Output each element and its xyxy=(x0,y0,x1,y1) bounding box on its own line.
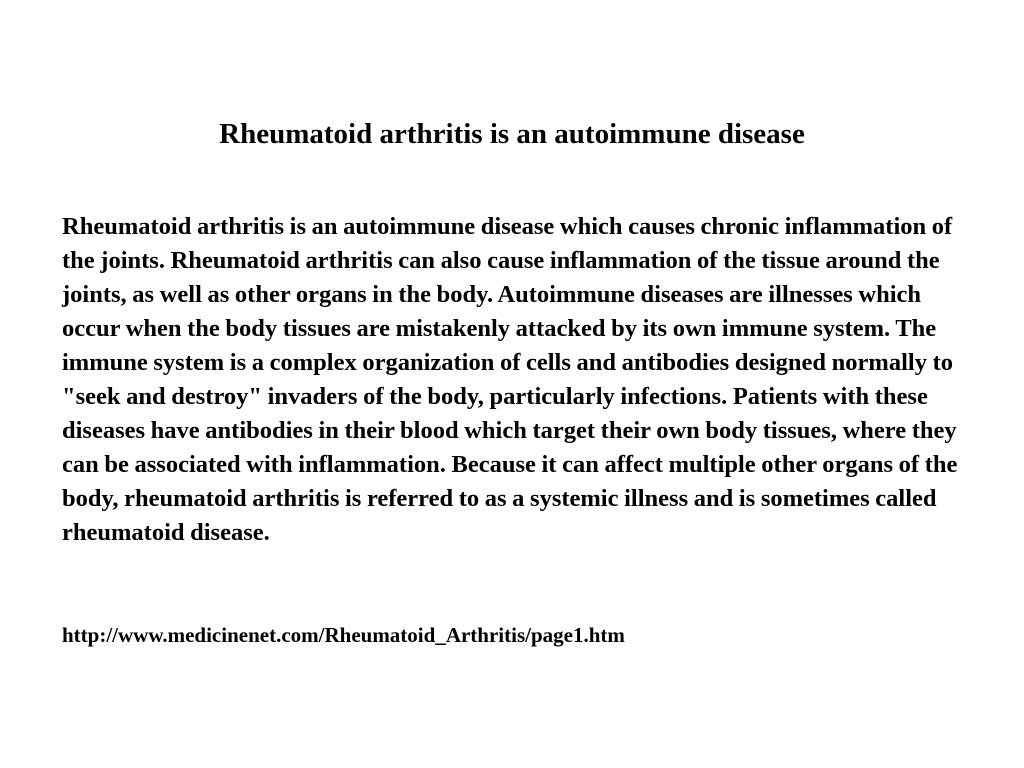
slide-title: Rheumatoid arthritis is an autoimmune disease xyxy=(219,118,805,150)
body-paragraph: Rheumatoid arthritis is an autoimmune disease which causes chronic inflammation of the joints. Rheumatoid arthritis can also cause inflammation of the tissue around the joints, as well as other organs in the body. Autoimmune diseases are illnesses which occur when the body tissues are mistakenly attacked by its own immune system. The immune system is a complex organization of cells and antibodies designed normally to "seek and destroy" invaders of the body, particularly infections. Patients with these diseases have antibodies in their blood which target their own body tissues, where they can be associated with inflammation. Because it can affect multiple other organs of the body, rheumatoid arthritis is referred to as a systemic illness and is sometimes called rheumatoid disease. xyxy=(62,213,958,546)
source-url: http://www.medicinenet.com/Rheumatoid_Arthritis/page1.htm xyxy=(62,623,625,647)
